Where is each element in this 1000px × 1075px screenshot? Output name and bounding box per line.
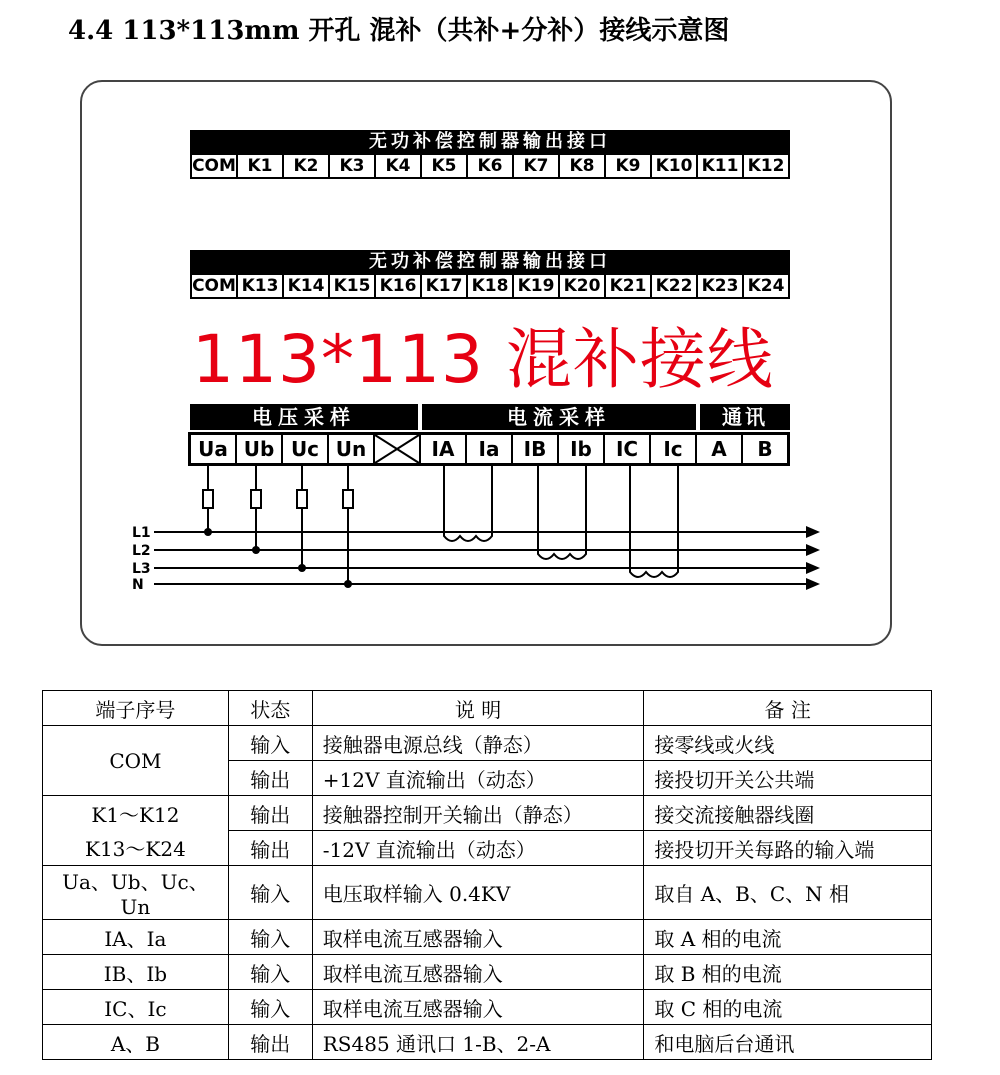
cell-terminal: Ua、Ub、Uc、Un [43, 866, 229, 920]
cell-desc: 接触器控制开关输出（静态） [312, 796, 644, 831]
unused-terminal-cross-icon [375, 435, 421, 463]
cell-note: 接投切开关公共端 [644, 761, 932, 796]
sampling-terminal-ic: IC [605, 435, 651, 463]
cell-terminal: IC、Ic [43, 990, 229, 1025]
un-junction [344, 580, 352, 588]
voltage-sampling-header: 电压采样 [190, 404, 418, 430]
ua-junction [204, 528, 212, 536]
line-label: N [132, 577, 144, 593]
terminal-k6: K6 [468, 155, 514, 177]
current-sampling-header: 电流采样 [422, 404, 696, 430]
table-row [43, 831, 932, 866]
sampling-terminal-ub: Ub [237, 435, 283, 463]
header-description: 说 明 [312, 691, 644, 726]
cell-terminal: COM [43, 726, 229, 796]
cell-status: 输出 [228, 1025, 312, 1060]
terminal-k4: K4 [376, 155, 422, 177]
cell-desc: 取样电流互感器输入 [312, 990, 644, 1025]
cell-desc: 电压取样输入 0.4KV [312, 866, 644, 920]
terminal-k15: K15 [330, 275, 376, 297]
output-terminal-row-1 [190, 153, 790, 179]
cell-note: 取 C 相的电流 [644, 990, 932, 1025]
cell-desc: 接触器电源总线（静态） [312, 726, 644, 761]
sampling-terminal-ib: Ib [559, 435, 605, 463]
cell-status: 输出 [228, 831, 312, 866]
ic-ct-loop [630, 466, 678, 577]
terminal-k19: K19 [514, 275, 560, 297]
terminal-com: COM [192, 275, 238, 297]
terminal-k10: K10 [652, 155, 698, 177]
cell-terminal: IA、Ia [43, 920, 229, 955]
sampling-terminal-ib: IB [513, 435, 559, 463]
sampling-terminal-ia: Ia [467, 435, 513, 463]
cell-desc: 取样电流互感器输入 [312, 955, 644, 990]
wiring-type-label: 113*113 混补接线 [192, 321, 774, 398]
table-row [43, 920, 932, 955]
table-header-row [43, 691, 932, 726]
line-label: L3 [132, 561, 151, 577]
cell-status: 输入 [228, 920, 312, 955]
terminal-k8: K8 [560, 155, 606, 177]
cell-desc: RS485 通讯口 1-B、2-A [312, 1025, 644, 1060]
uc-fuse-icon [297, 490, 307, 508]
cell-status: 输入 [228, 990, 312, 1025]
line-label: L1 [132, 525, 151, 541]
cell-status: 输入 [228, 726, 312, 761]
ua-fuse-icon [203, 490, 213, 508]
line-label: L2 [132, 543, 151, 559]
terminal-k13: K13 [238, 275, 284, 297]
terminal-k17: K17 [422, 275, 468, 297]
header-status: 状态 [228, 691, 312, 726]
cell-desc: 取样电流互感器输入 [312, 920, 644, 955]
table-row [43, 990, 932, 1025]
table-row [43, 726, 932, 761]
wiring-lines [120, 466, 840, 606]
table-row [43, 866, 932, 920]
cell-note: 接交流接触器线圈 [644, 796, 932, 831]
cell-terminal: IB、Ib [43, 955, 229, 990]
output-ports-header-1: 无功补偿控制器输出接口 [190, 130, 790, 154]
cell-status: 输出 [228, 796, 312, 831]
table-row [43, 955, 932, 990]
cell-note: 接零线或火线 [644, 726, 932, 761]
ub-fuse-icon [251, 490, 261, 508]
ia-ct-loop [444, 466, 492, 541]
l3-arrow-icon [806, 562, 820, 574]
cell-terminal: K13～K24 [43, 831, 229, 866]
uc-junction [298, 564, 306, 572]
terminal-k23: K23 [698, 275, 744, 297]
sampling-terminal-ua: Ua [191, 435, 237, 463]
cell-desc: -12V 直流输出（动态） [312, 831, 644, 866]
terminal-k5: K5 [422, 155, 468, 177]
un-fuse-icon [343, 490, 353, 508]
n-arrow-icon [806, 578, 820, 590]
ib-ct-loop [538, 466, 586, 559]
terminal-k12: K12 [747, 156, 785, 176]
terminal-spec-table [42, 690, 932, 1060]
terminal-com: COM [192, 155, 238, 177]
header-terminal: 端子序号 [43, 691, 229, 726]
cell-desc: +12V 直流输出（动态） [312, 761, 644, 796]
terminal-k2: K2 [284, 155, 330, 177]
terminal-k9: K9 [606, 155, 652, 177]
output-terminal-row-2 [190, 273, 790, 299]
terminal-k14: K14 [284, 275, 330, 297]
terminal-k1: K1 [238, 155, 284, 177]
sampling-terminal-b: B [757, 437, 773, 461]
terminal-k20: K20 [560, 275, 606, 297]
sampling-terminal-a: A [697, 435, 743, 463]
cell-note: 接投切开关每路的输入端 [644, 831, 932, 866]
cell-status: 输入 [228, 955, 312, 990]
terminal-k24: K24 [747, 276, 785, 296]
cell-terminal: A、B [43, 1025, 229, 1060]
terminal-k11: K11 [698, 155, 744, 177]
terminal-k7: K7 [514, 155, 560, 177]
sampling-terminal-ic: Ic [651, 435, 697, 463]
l1-arrow-icon [806, 526, 820, 538]
cell-note: 取 B 相的电流 [644, 955, 932, 990]
output-ports-header-2: 无功补偿控制器输出接口 [190, 250, 790, 274]
sampling-terminal-row [188, 432, 790, 466]
sampling-terminal-uc: Uc [283, 435, 329, 463]
cell-status: 输入 [228, 866, 312, 920]
sampling-terminal-ia: IA [421, 435, 467, 463]
ub-junction [252, 546, 260, 554]
terminal-k22: K22 [652, 275, 698, 297]
communication-header: 通讯 [700, 404, 790, 430]
l2-arrow-icon [806, 544, 820, 556]
header-note: 备 注 [644, 691, 932, 726]
cell-note: 和电脑后台通讯 [644, 1025, 932, 1060]
terminal-k3: K3 [330, 155, 376, 177]
cell-terminal: K1～K12 [43, 796, 229, 831]
terminal-k16: K16 [376, 275, 422, 297]
terminal-k18: K18 [468, 275, 514, 297]
cell-status: 输出 [228, 761, 312, 796]
table-row [43, 796, 932, 831]
cell-note: 取 A 相的电流 [644, 920, 932, 955]
page-title: 4.4 113*113mm 开孔 混补（共补+分补）接线示意图 [68, 16, 730, 46]
terminal-k21: K21 [606, 275, 652, 297]
cell-note: 取自 A、B、C、N 相 [644, 866, 932, 920]
table-row [43, 1025, 932, 1060]
sampling-terminal-un: Un [329, 435, 375, 463]
